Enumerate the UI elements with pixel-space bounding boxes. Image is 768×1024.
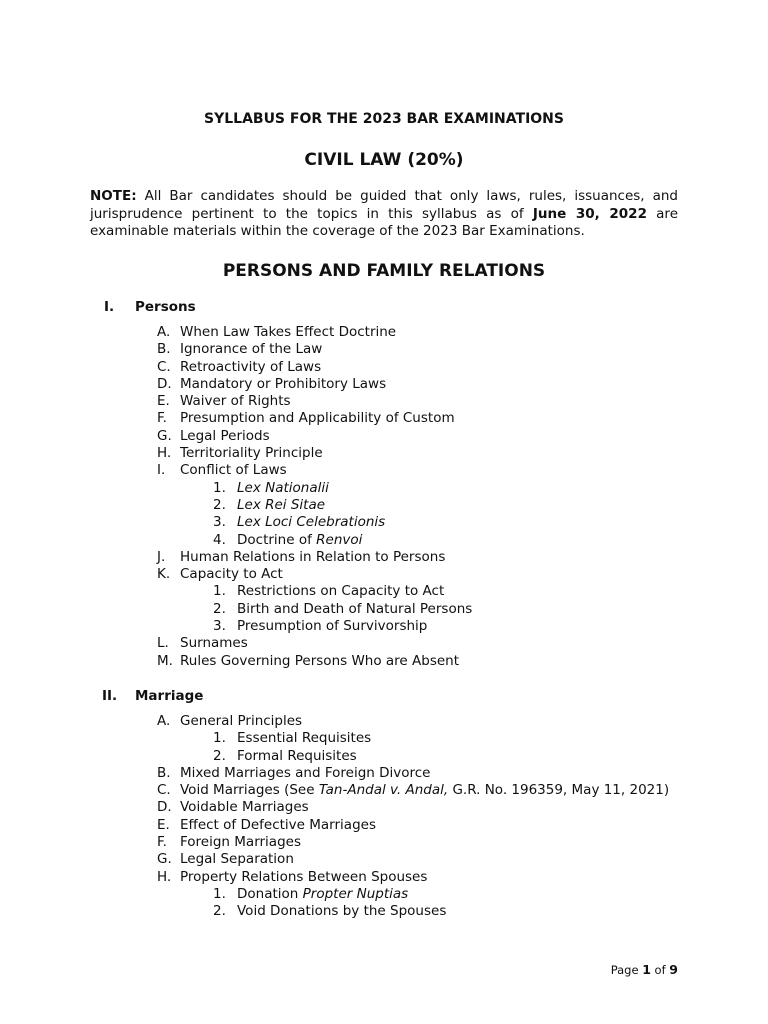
note-text-before: All Bar candidates should be guided that only laws, rules, issuances, and jurisprudence pertinent to the topics in this syllabus as of	[90, 188, 678, 222]
page-number: 1	[642, 962, 651, 977]
list-item: C. Retroactivity of Laws	[157, 358, 322, 375]
list-item: G. Legal Periods	[157, 427, 270, 444]
page-title: CIVIL LAW (20%)	[304, 150, 464, 170]
persons-list	[157, 324, 472, 670]
marriage-list	[157, 713, 669, 921]
list-item: L. Surnames	[157, 635, 248, 652]
list-item: A. General Principles	[157, 713, 303, 729]
heading-text: Marriage	[135, 688, 204, 704]
list-item: H. Property Relations Between Spouses	[157, 868, 428, 885]
sub-list-item: 2. Formal Requisites	[213, 747, 357, 764]
note-paragraph	[90, 188, 678, 241]
note-text-after: are examinable materials within the coverage of the 2023 Bar Examinations.	[90, 205, 678, 239]
of-word: of	[654, 963, 666, 977]
note-label: NOTE:	[90, 188, 137, 204]
sub-list-item: 2. Lex Rei Sitae	[213, 496, 326, 513]
list-item: F. Presumption and Applicability of Custom	[157, 410, 455, 427]
heading-number: I.	[104, 299, 115, 315]
list-item: H. Territoriality Principle	[157, 445, 323, 462]
sub-list-item: 4. Doctrine of Renvoi	[213, 531, 363, 548]
list-item: J. Human Relations in Relation to Persons	[157, 548, 446, 565]
section-title: PERSONS AND FAMILY RELATIONS	[222, 261, 546, 281]
list-item: B. Ignorance of the Law	[157, 341, 323, 358]
sub-list-item: 1. Donation Propter Nuptias	[213, 885, 409, 902]
sub-list-item: 1. Restrictions on Capacity to Act	[213, 583, 445, 600]
list-item: A. When Law Takes Effect Doctrine	[157, 324, 397, 340]
heading-text: Persons	[135, 299, 196, 315]
page-total: 9	[669, 962, 678, 977]
list-item: E. Waiver of Rights	[157, 393, 291, 410]
list-item: B. Mixed Marriages and Foreign Divorce	[157, 764, 431, 781]
page-footer	[611, 962, 678, 977]
list-item: D. Mandatory or Prohibitory Laws	[157, 375, 387, 392]
list-item: C. Void Marriages (See Tan-Andal v. Andal, G.R. No. 196359, May 11, 2021)	[157, 782, 670, 799]
list-item: K. Capacity to Act	[157, 566, 283, 583]
page-word: Page	[610, 963, 639, 977]
sub-list-item: 3. Lex Loci Celebrationis	[213, 514, 386, 531]
note-date: June 30, 2022	[532, 205, 647, 222]
syllabus-subtitle: SYLLABUS FOR THE 2023 BAR EXAMINATIONS	[204, 111, 564, 127]
sub-list-item: 1. Essential Requisites	[213, 730, 372, 747]
heading-number: II.	[102, 688, 118, 704]
list-item: F. Foreign Marriages	[157, 834, 301, 851]
list-item: I. Conflict of Laws	[157, 462, 287, 479]
list-item: M. Rules Governing Persons Who are Absent	[157, 652, 460, 669]
list-item: D. Voidable Marriages	[157, 799, 309, 816]
list-item: G. Legal Separation	[157, 851, 294, 868]
sub-list-item: 1. Lex Nationalii	[213, 479, 329, 496]
sub-list-item: 3. Presumption of Survivorship	[213, 618, 428, 635]
list-item: E. Effect of Defective Marriages	[157, 816, 376, 833]
sub-list-item: 2. Void Donations by the Spouses	[213, 903, 447, 920]
sub-list-item: 2. Birth and Death of Natural Persons	[213, 600, 473, 617]
